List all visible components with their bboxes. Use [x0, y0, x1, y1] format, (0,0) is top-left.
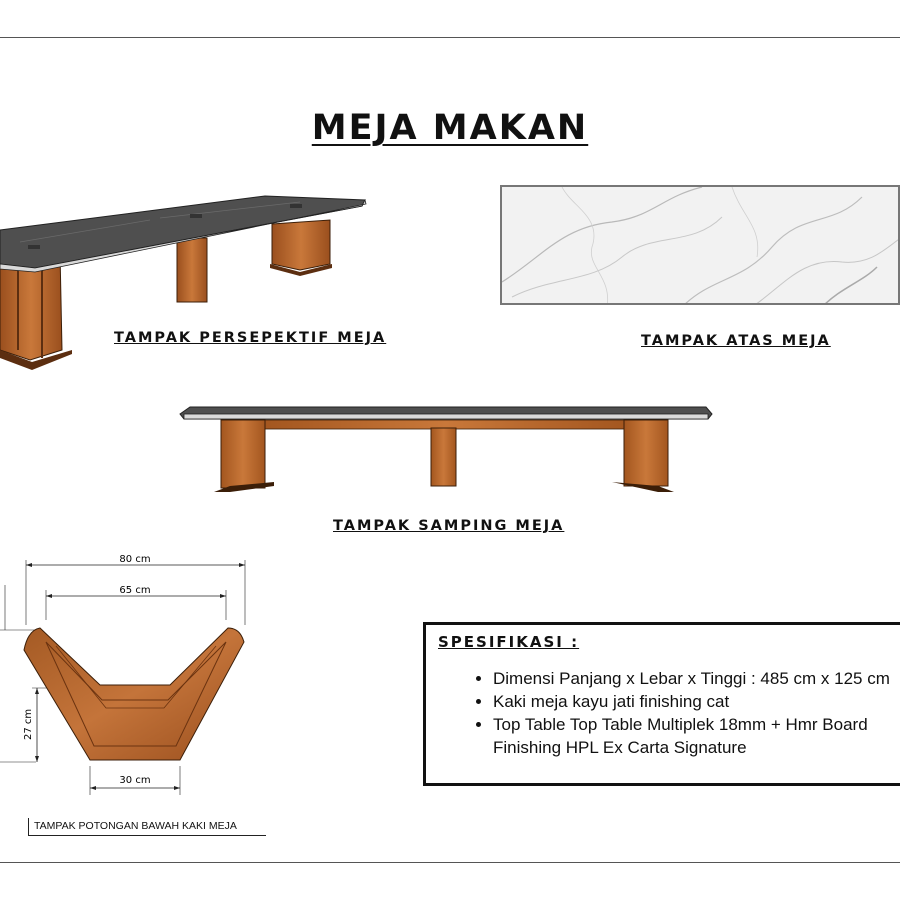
- caption-top-view: TAMPAK ATAS MEJA: [641, 333, 831, 349]
- top-border-line: [0, 37, 900, 38]
- spec-item-dimension: • Dimensi Panjang x Lebar x Tinggi : 485 cm x 125 cm: [493, 667, 900, 690]
- caption-perspective: TAMPAK PERSEPEKTIF MEJA: [114, 330, 387, 346]
- page-title: MEJA MAKAN: [311, 108, 589, 148]
- section-caption-bracket: [28, 818, 29, 836]
- spec-title: SPESIFIKASI :: [438, 633, 580, 651]
- spec-item-leg-material: • Kaki meja kayu jati finishing cat: [493, 690, 900, 713]
- spec-item-top-line1: Top Table Top Table Multiplek 18mm + Hmr Board: [493, 715, 868, 734]
- section-caption-underline: [28, 835, 266, 836]
- dim-width-inner: 65 cm: [119, 585, 151, 596]
- spec-list: [446, 667, 900, 759]
- bottom-border-line: [0, 862, 900, 863]
- side-view-drawing: [178, 400, 718, 500]
- dim-width-outer: 80 cm: [119, 554, 151, 565]
- dim-base: 30 cm: [119, 775, 151, 786]
- top-view-marble-panel: [500, 185, 900, 305]
- caption-side-view: TAMPAK SAMPING MEJA: [333, 518, 565, 534]
- specification-box: [423, 622, 900, 786]
- leg-section-drawing: [0, 550, 260, 800]
- spec-item-top-line2: Finishing HPL Ex Carta Signature: [493, 738, 747, 757]
- marble-texture: [502, 187, 900, 305]
- perspective-view-drawing: [0, 190, 370, 380]
- spec-item-top-material: [493, 713, 900, 759]
- caption-section: TAMPAK POTONGAN BAWAH KAKI MEJA: [34, 820, 237, 832]
- dim-height: 27 cm: [23, 708, 34, 740]
